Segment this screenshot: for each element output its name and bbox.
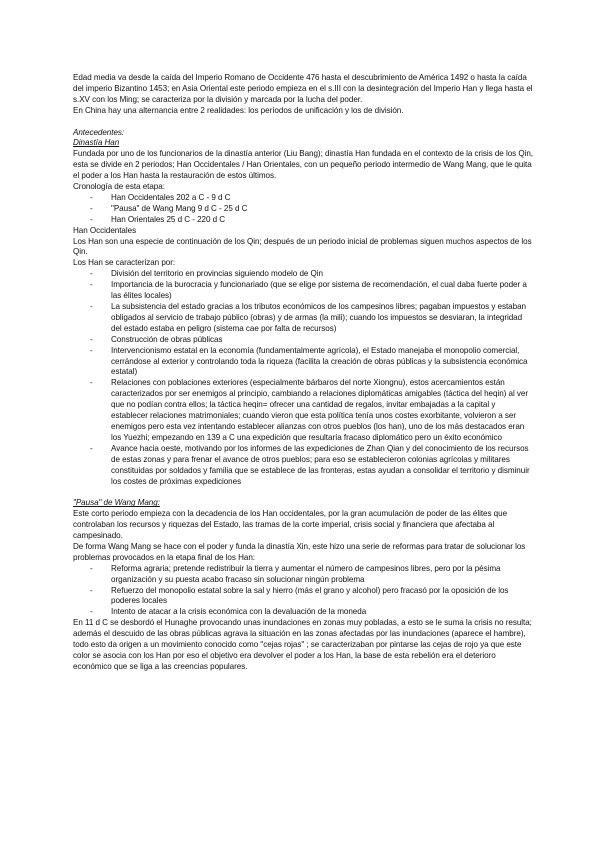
- list-item: - Avance hacia oeste, motivando por los informes de las expediciones de Zhan Qian y del conocimiento de los recursos de estas zonas y para frenar el avance de otros pueblos; para eso se establecieron colonias agrícolas y militares constituidas por soldados y familia que se establece de las fronteras, estas ayudan a consolidar el territorio y disminuir los costes de próximas expediciones: [73, 444, 533, 488]
- list-item: - Intervencionismo estatal en la economía (fundamentalmente agrícola), el Estado manejaba el monopolio comercial, cerrándose al exterior y controlando toda la riqueza (facilita la creación de obras públicas y la subsistencia económica estatal): [73, 346, 533, 379]
- list-item: - Han Occidentales 202 a C - 9 d C: [73, 193, 533, 204]
- cronologia-label: Cronología de esta etapa:: [73, 182, 165, 192]
- intro-paragraph-2: En China hay una alternancia entre 2 realidades: los períodos de unificación y los de división.: [73, 105, 404, 115]
- pausa-paragraph-2: De forma Wang Mang se hace con el poder y funda la dinastía Xin, este hizo una serie de reformas para tratar de solucionar los problemas provocados en la etapa final de los Han:: [73, 541, 526, 562]
- list-item: - Importancia de la burocracia y funcionariado (que se elige por sistema de recomendación, el cual daba fuerte poder a las élites locales): [73, 280, 533, 302]
- caracterizan-label: Los Han se caracterizan por:: [73, 258, 176, 268]
- han-occidentales-label: Han Occidentales: [73, 225, 137, 235]
- pausa-paragraph-3: En 11 d C se desbordó el Hunaghe provocando unas inundaciones en zonas muy pobladas, a esto se le suma la crisis no resulta; además el descuido de las obras públicas agrava la situación en las zonas afectadas por las inundaciones (aparece el hambre), todo esto da origen a un movimiento conocido como "cejas rojas" ; se caracterizaban por pintarse las cejas de rojo ya que este color se asocia con los Han por eso el objetivo era devolver el poder a los Han, la base de esta rebelión era el deterioro económico que se liga a las creencias populares.: [73, 618, 532, 671]
- list-item: - Intento de atacar a la crisis económica con la devaluación de la moneda: [73, 607, 533, 618]
- list-item: - Construcción de obras públicas: [73, 335, 533, 346]
- intro-paragraph-1: Edad media va desde la caída del Imperio Romano de Occidente 476 hasta el descubrimiento de América 1492 o hasta la caída del imperio Bizantino 1453; en Asia Oriental este periodo empieza en el s.III con la desintegración del Imperio Han y llega hasta el s.XV con los Ming; se caracteriza por la división y marcada por la lucha del poder.: [73, 73, 533, 104]
- list-item: - Han Orientales 25 d C - 220 d C: [73, 215, 533, 226]
- antecedentes-heading: Antecedentes:: [73, 127, 125, 137]
- dinastia-han-paragraph: Fundada por uno de los funcionarios de la dinastía anterior (Liu Bang); dinastía Han fundada en el contexto de la crisis de los Qin, esta se divide en 2 periodos; Han Occidentales / Han Orientales, con un pequeño periodo intermedio de Wang Mang, que le quita el poder a los Han hasta la restauración de estos últimos.: [73, 149, 533, 181]
- list-item: - "Pausa" de Wang Mang 9 d C - 25 d C: [73, 204, 533, 215]
- document-page: [73, 73, 533, 673]
- caracteristicas-list: [73, 269, 533, 487]
- list-item: - Relaciones con poblaciones exteriores (especialmente bárbaros del norte Xiongnu), estos acercamientos están caracterizados por ser enemigos al principio, cambiando a relaciones diplomáticas amigables (táctica del heqin) al ver que no podían contra ellos; la táctica heqin= ofrecer una cantidad de regalos, invitar embajadas a la capital y establecer relaciones matrimoniales; cuando vieron que esta política tenía unos costes exorbitante, volvieron a ser enemigos pero esta vez intentando establecer alianzas con otros pueblos (los han), uno de los más destacados eran los Yuezhi; empezando en 139 a C una expedición que resultaría fracaso diplomático pero un éxito económico: [73, 378, 533, 443]
- han-occidentales-paragraph: Los Han son una especie de continuación de los Qin; después de un periodo inicial de problemas siguen muchos aspectos de los Qin.: [73, 236, 532, 257]
- pausa-title: "Pausa" de Wang Mang:: [73, 498, 160, 508]
- list-item: - División del territorio en provincias siguiendo modelo de Qin: [73, 269, 533, 280]
- dinastia-han-title: Dinastía Han: [73, 138, 120, 148]
- list-item: - Reforma agraria; pretende redistribuir la tierra y aumentar el número de campesinos libres, pero por la pésima organización y su puesta acabo fracaso sin solucionar ningún problema: [73, 564, 533, 586]
- list-item: - Refuerzo del monopolio estatal sobre la sal y hierro (más el grano y alcohol) pero fracasó por la oposición de los poderes locales: [73, 586, 533, 608]
- pausa-paragraph-1: Este corto periodo empieza con la decadencia de los Han occidentales, por la gran acumulación de poder de las élites que controlaban los recursos y riquezas del Estado, las tramas de la corte imperial, crisis social y financiera que afectaba al campesinado.: [73, 509, 508, 541]
- list-item: - La subsistencia del estado gracias a los tributos económicos de los campesinos libres; pagaban impuestos y estaban obligados al servicio de trabajo público (obras) y de armas (la mili); cuando los impuestos se desviaran, la integridad del estado estaba en peligro (sistema cae por falta de recursos): [73, 302, 533, 335]
- cronologia-list: [73, 193, 533, 226]
- reformas-list: [73, 564, 533, 619]
